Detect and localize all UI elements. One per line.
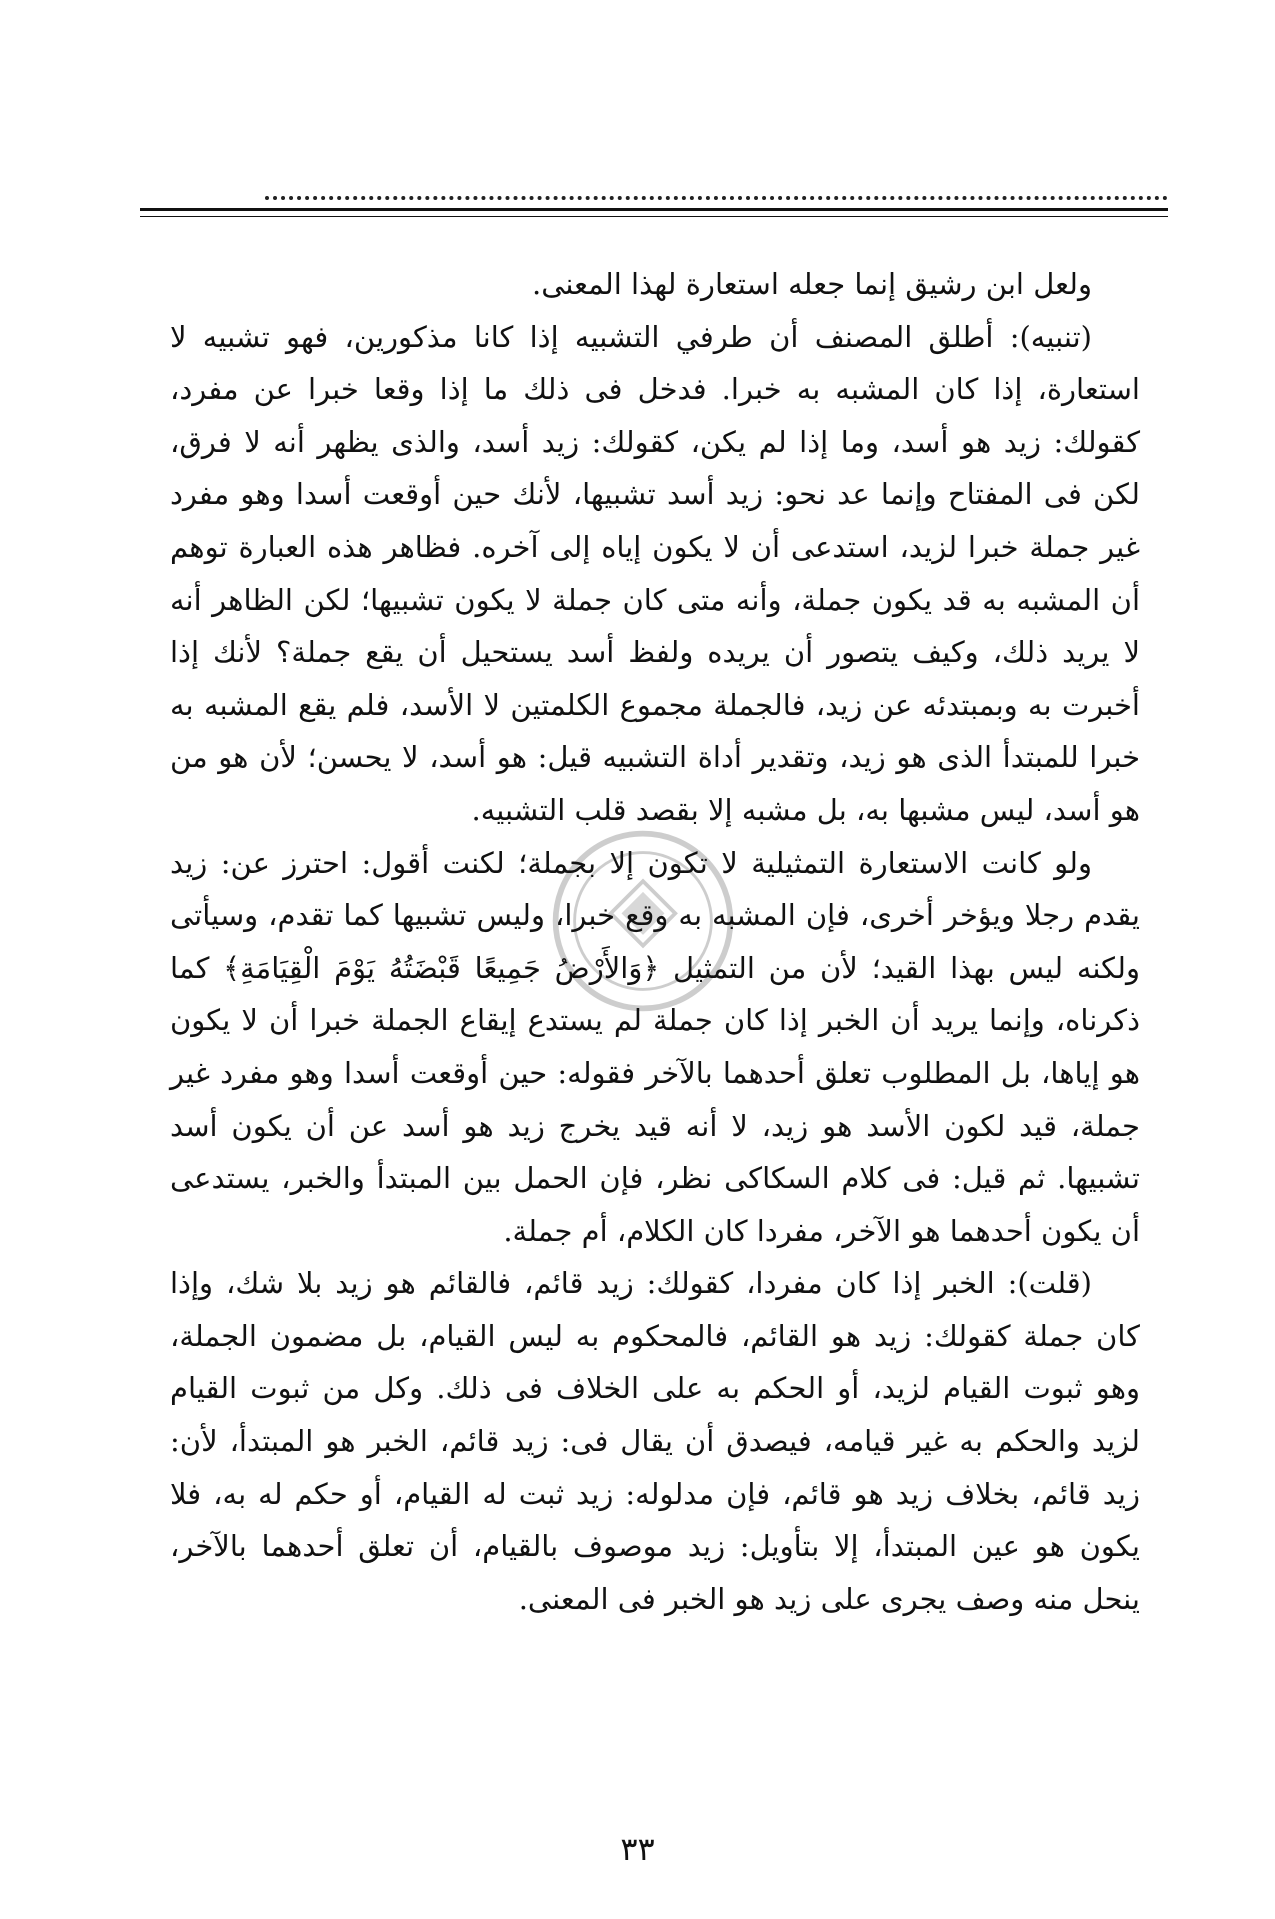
- paragraph: ولعل ابن رشيق إنما جعله استعارة لهذا المعنى.: [532, 267, 1092, 301]
- main-text: [170, 258, 1140, 1625]
- thick-rule: [140, 208, 1168, 211]
- dotted-rule: [265, 196, 1168, 200]
- header-rule: [140, 196, 1168, 236]
- paragraph: (قلت): الخبر إذا كان مفردا، كقولك: زيد قائم، فالقائم هو زيد بلا شك، وإذا كان جملة كقولك: زيد هو القائم، فالمحكوم به ليس القيام، بل مضمون الجملة، وهو ثبوت القيام لزيد، أو الحكم به على الخلاف فى ذلك. وكل من ثبوت القيام لزيد والحكم به غير قيامه، فيصدق أن يقال فى: زيد قائم، الخبر هو المبتدأ، لأن: زيد قائم، بخلاف زيد هو قائم، فإن مدلوله: زيد ثبت له القيام، أو حكم له به، فلا يكون هو عين المبتدأ، إلا بتأويل: زيد موصوف بالقيام، أن تعلق أحدهما بالآخر، ينحل منه وصف يجرى على زيد هو الخبر فى المعنى.: [170, 1266, 1140, 1616]
- paragraph: (تنبيه): أطلق المصنف أن طرفي التشبيه إذا كانا مذكورين، فهو تشبيه لا استعارة، إذا كان المشبه به خبرا. فدخل فى ذلك ما إذا وقعا خبرا عن مفرد، كقولك: زيد هو أسد، وما إذا لم يكن، كقولك: زيد أسد، والذى يظهر أنه لا فرق، لكن فى المفتاح وإنما عد نحو: زيد أسد تشبيها، لأنك حين أوقعت أسدا وهو مفرد غير جملة خبرا لزيد، استدعى أن لا يكون إياه إلى آخره. فظاهر هذه العبارة توهم أن المشبه به قد يكون جملة، وأنه متى كان جملة لا يكون تشبيها؛ لكن الظاهر أنه لا يريد ذلك، وكيف يتصور أن يريده ولفظ أسد يستحيل أن يقع جملة؟ لأنك إذا أخبرت به وبمبتدئه عن زيد، فالجملة مجموع الكلمتين لا الأسد، فلم يقع المشبه به خبرا للمبتدأ الذى هو زيد، وتقدير أداة التشبيه قيل: هو أسد، لا يحسن؛ لأن هو من هو أسد، ليس مشبها به، بل مشبه إلا بقصد قلب التشبيه.: [170, 319, 1140, 827]
- thin-rule: [140, 216, 1168, 217]
- page-number: ٣٣: [620, 1830, 655, 1868]
- paragraph: ولو كانت الاستعارة التمثيلية لا تكون إلا بجملة؛ لكنت أقول: احترز عن: زيد يقدم رجلا ويؤخر أخرى، فإن المشبه به وقع خبرا، وليس تشبيها كما تقدم، وسيأتى ولكنه ليس بهذا القيد؛ لأن من التمثيل ﴿وَالأَرْضُ جَمِيعًا قَبْضَتُهُ يَوْمَ الْقِيَامَةِ﴾ كما ذكرناه، وإنما يريد أن الخبر إذا كان جملة لم يستدع إيقاع الجملة خبرا أن لا يكون هو إياها، بل المطلوب تعلق أحدهما بالآخر فقوله: حين أوقعت أسدا وهو مفرد غير جملة، قيد لكون الأسد هو زيد، لا أنه قيد يخرج زيد هو أسد عن أن يكون أسد تشبيها. ثم قيل: فى كلام السكاكى نظر، فإن الحمل بين المبتدأ والخبر، يستدعى أن يكون أحدهما هو الآخر، مفردا كان الكلام، أم جملة.: [170, 845, 1140, 1248]
